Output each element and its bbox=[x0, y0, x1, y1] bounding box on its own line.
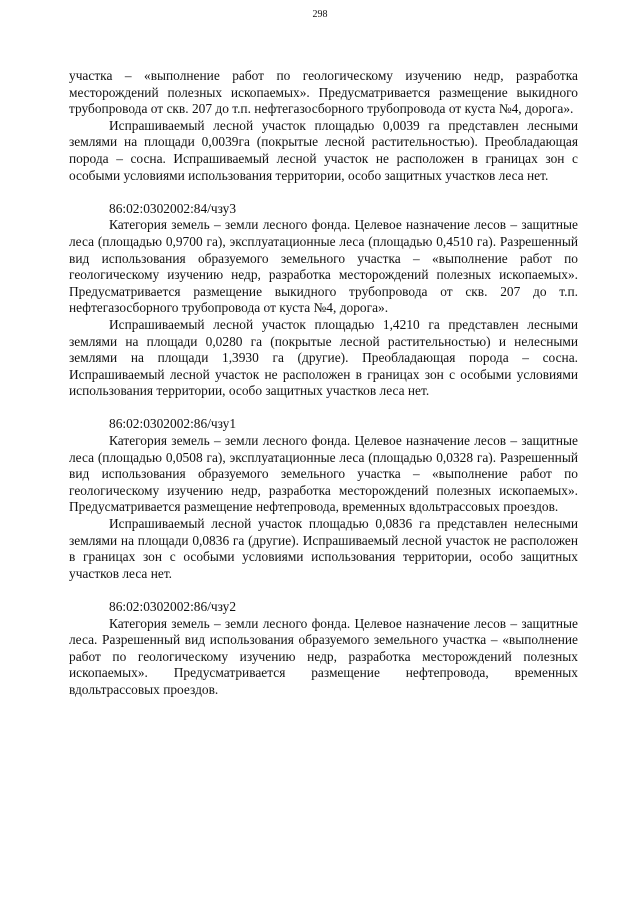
section-plot-84-chzu3 bbox=[69, 201, 578, 400]
document-body bbox=[69, 68, 578, 699]
intro-continuation-paragraph: участка – «выполнение работ по геологическому изучению недр, разработка месторождений полезных ископаемых». Предусматривается размещение выкидного трубопровода от скв. 207 до т.п. нефтегазосборного трубопровода от куста №4, дорога». bbox=[69, 68, 578, 117]
section-plot-86-chzu2 bbox=[69, 599, 578, 699]
description-paragraph: Испрашиваемый лесной участок площадью 0,0836 га представлен нелесными землями на площади 0,0836 га (другие). Испрашиваемый лесной участок не расположен в границах зон с особыми условиями использования территории, особо защитных участков леса нет. bbox=[69, 516, 578, 581]
cadastral-number: 86:02:0302002:84/чзу3 bbox=[109, 200, 237, 216]
category-paragraph: Категория земель – земли лесного фонда. Целевое назначение лесов – защитные леса. Разрешенный вид использования образуемого земельного участка – «выполнение работ по геологическому изучению недр, разработка месторождений полезных ископаемых». Предусматривается размещение нефтепровода, временных вдольтрассовых проездов. bbox=[69, 615, 578, 697]
description-paragraph: Испрашиваемый лесной участок площадью 1,4210 га представлен лесными землями на площади 0,0280 га (покрытые лесной растительностью) и нелесными землями на площади 1,3930 га (другие). Преобладающая порода – сосна. Испрашиваемый лесной участок не расположен в границах зон с особыми условиями использования территории, особо защитных участков леса нет. bbox=[69, 316, 578, 399]
section-plot-86-chzu1 bbox=[69, 416, 578, 582]
page-number: 298 bbox=[312, 9, 328, 20]
intro-description-paragraph: Испрашиваемый лесной участок площадью 0,0039 га представлен лесными землями на площади 0,0039га (покрытые лесной растительностью). Преобладающая порода – сосна. Испрашиваемый лесной участок не расположен в границах зон с особыми условиями использования территории, особо защитных участков леса нет. bbox=[69, 117, 578, 183]
cadastral-number: 86:02:0302002:86/чзу2 bbox=[109, 599, 237, 614]
cadastral-number: 86:02:0302002:86/чзу1 bbox=[109, 416, 237, 432]
category-paragraph: Категория земель – земли лесного фонда. Целевое назначение лесов – защитные леса (площадью 0,0508 га), эксплуатационные леса (площадью 0,0328 га). Разрешенный вид использования образуемого земельного участка – «выполнение работ по геологическому изучению недр, разработка месторождений полезных ископаемых». Предусматривается размещение нефтепровода, временных вдольтрассовых проездов. bbox=[69, 433, 578, 515]
category-paragraph: Категория земель – земли лесного фонда. Целевое назначение лесов – защитные леса (площадью 0,9700 га), эксплуатационные леса (площадью 0,4510 га). Разрешенный вид использования образуемого земельного участка – «выполнение работ по геологическому изучению недр, разработка месторождений полезных ископаемых». Предусматривается размещение выкидного трубопровода от скв. 207 до т.п. нефтегазосборного трубопровода от куста №4, дорога». bbox=[69, 217, 578, 316]
